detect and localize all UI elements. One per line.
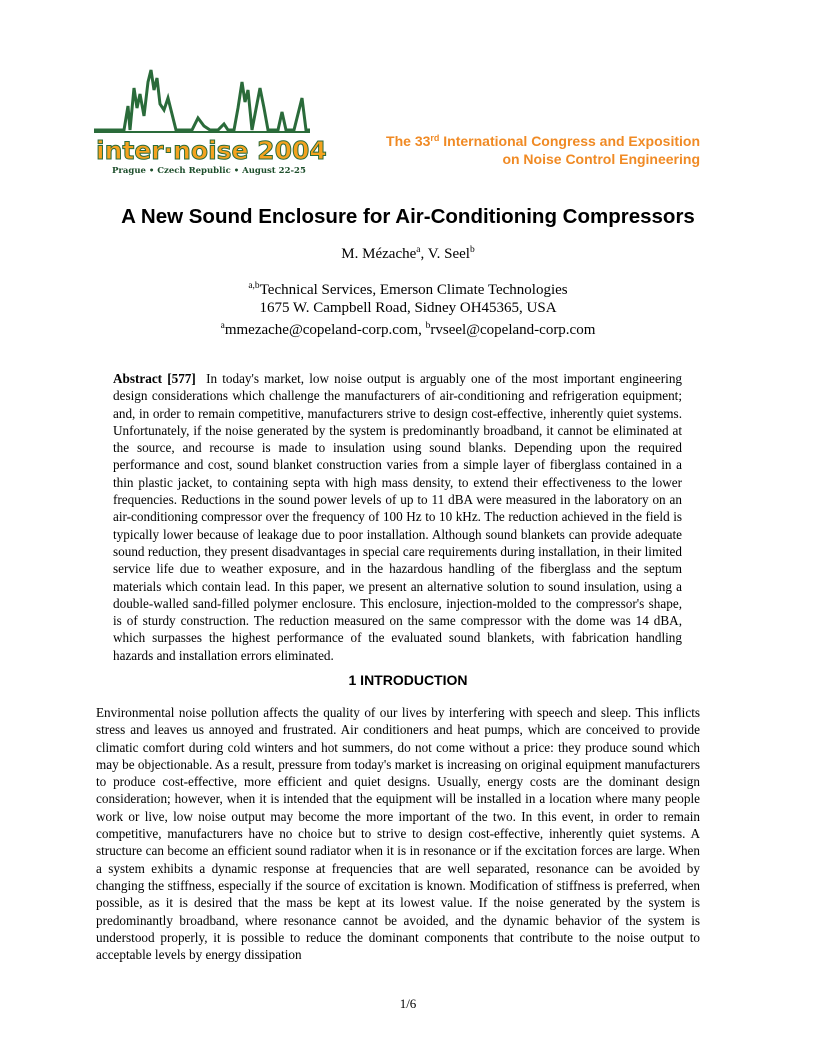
logo-wordmark: inter·noise 2004: [96, 136, 327, 165]
section-heading-introduction: 1 INTRODUCTION: [348, 672, 468, 688]
abstract-label: Abstract [577]: [113, 371, 196, 386]
affiliation-line-2: 1675 W. Campbell Road, Sidney OH45365, USA: [259, 300, 557, 316]
introduction-text: Environmental noise pollution affects the quality of our lives by interfering with speech and sleep. This inflicts stress and leaves us annoyed and frustrated. Air conditioners and heat pumps, which are conceived to provide climatic comfort during cold winters and hot summers, do not come without a price: they produce sound which may be objectionable. As a result, pressure from today's market is increasing on original equipment manufacturers to produce cost-effective, more efficient and quiet designs. Usually, energy costs are the dominant design consideration; however, when it is intended that the equipment will be installed in a location where many people work or live, low noise output may become the more important of the two. In this event, in order to remain competitive, manufacturers have no choice but to strive to design cost-effective, inherently quiet systems. A structure can become an efficient sound radiator when it is in resonance or if the excitation forces are large. When a system exhibits a dynamic response at frequencies that are well separated, resonance can be avoided by changing the stiffness, especially if the source of excitation is known. Modification of stiffness is preferred, when possible, as it is desired that the mass be kept at its lowest value. If the noise generated by the system is predominantly broadband, where resonance cannot be avoided, and the dynamic behavior of the system is understood properly, it is possible to reduce the dominant components that contribute to the noise output to acceptable levels by energy dissipation: [96, 705, 700, 963]
abstract: [113, 370, 682, 664]
author-emails: $^a$mmezache@copeland-corp.com, $^b$rvseel@copeland-corp.com: [220, 321, 596, 338]
conference-logo: [94, 68, 327, 180]
logo-subline: Prague • Czech Republic • August 22-25: [112, 166, 306, 176]
page-number: 1/6: [399, 996, 417, 1011]
affiliation-line-1: $^{a,b}$Technical Services, Emerson Climate Technologies: [248, 281, 568, 298]
abstract-text: In today's market, low noise output is arguably one of the most important engineering design considerations which challenge the manufacturers of air-conditioning and refrigeration equipment; and, in order to remain competitive, manufacturers strive to design cost-effective, inherently quiet systems. Unfortunately, if the noise generated by the system is predominantly broadband, it cannot be eliminated at the source, and recourse is made to insulation using sound blanks. Depending upon the required performance and cost, sound blanket construction varies from a simple layer of fiberglass contained in a thin plastic jacket, to containing septa with high mass density, to extend their effectiveness to the lower frequencies. Reductions in the sound power levels of up to 11 dBA were measured in the laboratory on an air-conditioning compressor over the frequency of 100 Hz to 10 kHz. The reduction achieved in the field is typically lower because of leakage due to poor installation. Although sound blankets can provide adequate sound reduction, they present disadvantages in special care requirements during installation, in their limited service life due to weather exposure, and in the hazardous handling of the fiberglass and the septum materials which contain lead. In this paper, we present an alternative solution to sound insulation, using a double-walled sand-filled polymer enclosure. This enclosure, injection-molded to the compressor's shape, is of sturdy construction. The reduction measured on the same compressor with the dome was 14 dBA, which surpasses the highest performance of the evaluated sound blankets, with fabrication handling hazards and installation errors eliminated.: [113, 371, 683, 663]
congress-header: [386, 132, 700, 168]
congress-line-1: The 33rd International Congress and Exposition: [386, 133, 700, 149]
authors: M. Mézache$^a$, V. Seel$^b$: [341, 245, 475, 262]
skyline-graphic: [94, 68, 310, 138]
paper-title: A New Sound Enclosure for Air-Conditioning Compressors: [121, 205, 695, 228]
congress-line-2: on Noise Control Engineering: [502, 151, 700, 167]
